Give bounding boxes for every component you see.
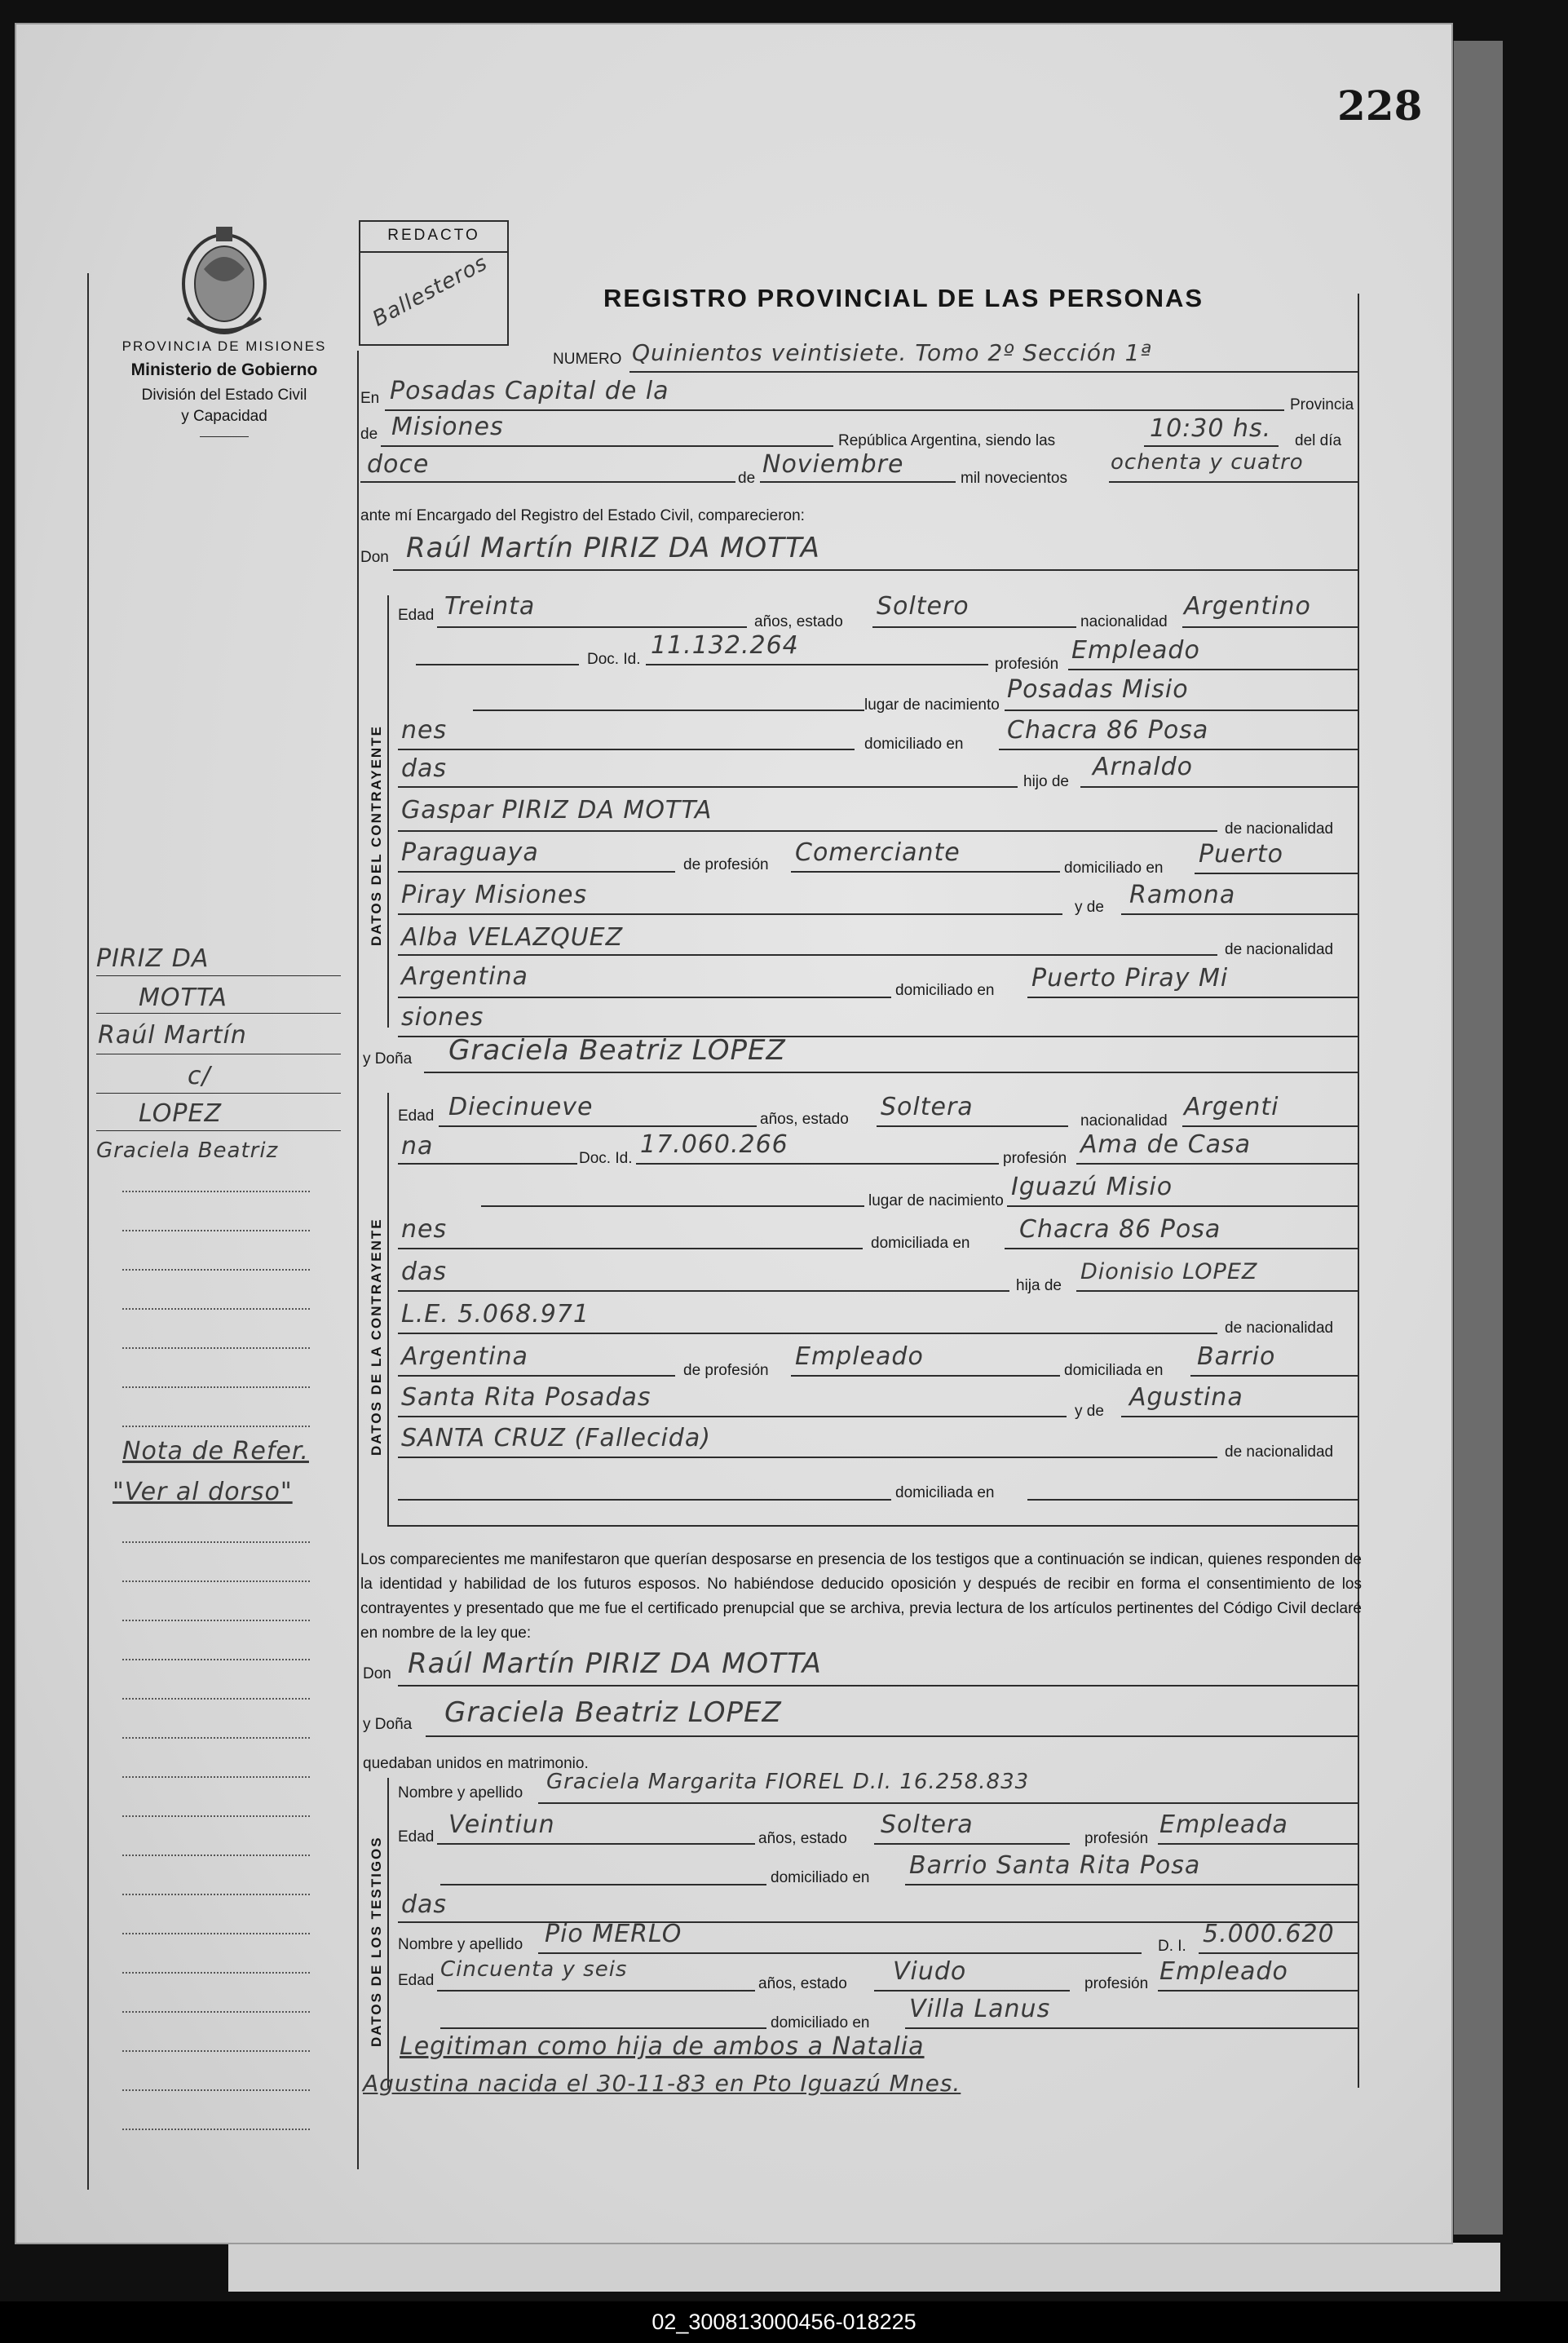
margin-dotline xyxy=(122,2011,310,2013)
scan-caption: 02_300813000456-018225 xyxy=(0,2301,1568,2343)
f-padre-nac-line xyxy=(398,1375,675,1377)
c-nac-label: nacionalidad xyxy=(1080,613,1168,630)
margin-name-2: Graciela Beatriz xyxy=(96,1138,279,1163)
redacto-stamp xyxy=(359,220,509,346)
f-padre-prof-line xyxy=(791,1375,1060,1377)
c-madre2-line xyxy=(398,954,1217,956)
republica-label: República Argentina, siendo las xyxy=(838,432,1056,449)
del-dia-label: del día xyxy=(1295,432,1342,449)
c-doc-value: 11.132.264 xyxy=(651,631,799,660)
t2-dom-label: domiciliado en xyxy=(771,2014,870,2031)
f-madre-dom-line xyxy=(1027,1499,1358,1501)
t2-nombre-value: Pio MERLO xyxy=(545,1920,682,1948)
t1-estado-line xyxy=(874,1843,1070,1845)
t2-di-label: D. I. xyxy=(1158,1938,1186,1955)
header-division: División del Estado Civil xyxy=(141,387,307,404)
de-label: de xyxy=(360,426,378,443)
t1-dom-label: domiciliado en xyxy=(771,1869,870,1886)
contrayente-section-title: DATOS DEL CONTRAYENTE xyxy=(369,725,384,946)
c-padre-dom2-line xyxy=(398,913,1062,915)
contrayenta-frame-bottom xyxy=(387,1525,1358,1527)
f-doc-value: 17.060.266 xyxy=(640,1130,788,1159)
f-edad-line xyxy=(439,1125,757,1127)
f-lugar-value: Iguazú Misio xyxy=(1011,1173,1173,1201)
anio-value: ochenta y cuatro xyxy=(1111,450,1304,475)
t1-edad-label: Edad xyxy=(398,1828,435,1846)
t1-dom-value: Barrio Santa Rita Posa xyxy=(909,1851,1201,1880)
contrayenta-frame-right xyxy=(1358,1093,1359,1525)
c-madre-dom-line xyxy=(1027,997,1358,998)
c-edad-label: Edad xyxy=(398,607,435,624)
decl-dona-label: y Doña xyxy=(363,1716,413,1733)
margin-dotline xyxy=(122,1541,310,1543)
margin-dotline xyxy=(122,2050,310,2052)
f-padre-dom-value: Barrio xyxy=(1197,1342,1276,1371)
t2-dom-line xyxy=(905,2027,1358,2029)
margin-dotline xyxy=(122,1972,310,1974)
dona-line xyxy=(424,1072,1358,1073)
c-lugar2-value: nes xyxy=(401,716,448,745)
t2-edad-label: Edad xyxy=(398,1972,435,1989)
t1-nombre-line xyxy=(538,1802,1358,1804)
margin-dotline xyxy=(122,1386,310,1388)
en-label: En xyxy=(360,390,380,407)
don-line xyxy=(393,569,1358,571)
f-lugar-pre-line xyxy=(481,1205,864,1207)
f-madre-nac-label: de nacionalidad xyxy=(1225,1443,1334,1461)
c-doc-line xyxy=(646,664,988,665)
margin-dotline xyxy=(122,1737,310,1739)
hora-value: 10:30 hs. xyxy=(1150,414,1272,443)
c-prof-value: Empleado xyxy=(1071,636,1200,665)
stamp-divider xyxy=(360,251,507,253)
margin-dotline xyxy=(122,1308,310,1310)
t1-dom2-value: das xyxy=(401,1890,448,1919)
f-padre-value: Dionisio LOPEZ xyxy=(1080,1259,1258,1284)
c-dom-line xyxy=(999,749,1358,750)
hora-line xyxy=(1144,445,1279,447)
declaration-text: Los comparecientes me manifestaron que querían desposarse en presencia de los testigos que a continuación se indican, quienes responden de la identidad y habilidad de los futuros esposos. No habiéndose deducido oposición y después de recibir en forma el consentimiento de los contrayentes y presentado que me fue el certificado prenupcial que se archiva, previa lectura de los artículos pertinentes del Código Civil declaré en nombre de la ley que: xyxy=(360,1551,1362,1642)
de-value: Misiones xyxy=(391,413,504,441)
stamp-title: REDACTO xyxy=(387,227,480,244)
c-lugar2-line xyxy=(398,749,855,750)
provincia-label: Provincia xyxy=(1290,396,1354,413)
t2-estado-value: Viudo xyxy=(893,1957,967,1986)
t1-edad-value: Veintiun xyxy=(448,1810,555,1839)
margin-note-ref: Nota de Refer. xyxy=(122,1437,309,1465)
mes-value: Noviembre xyxy=(762,450,904,479)
dona-value: Graciela Beatriz LOPEZ xyxy=(448,1034,786,1067)
form-left-line xyxy=(357,351,359,2169)
c-madre-dom-label: domiciliado en xyxy=(895,982,995,999)
c-padre-nac-label: de nacionalidad xyxy=(1225,820,1334,838)
c-madre2-value: Alba VELAZQUEZ xyxy=(401,923,624,952)
f-edad-value: Diecinueve xyxy=(448,1093,594,1121)
t2-edad-line xyxy=(437,1990,755,1992)
c-nac-value: Argentino xyxy=(1184,592,1311,621)
t1-estado-value: Soltera xyxy=(881,1810,974,1839)
margin-dotline xyxy=(122,1698,310,1700)
c-padre-dom-value: Puerto xyxy=(1199,840,1284,869)
t1-dom-line xyxy=(905,1884,1358,1885)
anio-line xyxy=(1109,481,1358,483)
decl-don-value: Raúl Martín PIRIZ DA MOTTA xyxy=(408,1647,822,1680)
decl-dona-value: Graciela Beatriz LOPEZ xyxy=(444,1696,782,1729)
f-hija-label: hija de xyxy=(1016,1277,1062,1294)
f-estado-label: años, estado xyxy=(760,1111,849,1128)
c-padre-value: Arnaldo xyxy=(1093,753,1193,781)
t2-prof-value: Empleado xyxy=(1159,1957,1288,1986)
f-padre-prof-value: Empleado xyxy=(795,1342,924,1371)
coat-of-arms-emblem xyxy=(171,220,277,343)
c-dom2-value: das xyxy=(401,754,448,783)
t2-estado-line xyxy=(874,1990,1070,1992)
header-underline xyxy=(200,436,249,437)
header-province: PROVINCIA DE MISIONES xyxy=(121,338,327,354)
margin-dotline xyxy=(122,1230,310,1231)
t2-di-value: 5.000.620 xyxy=(1203,1920,1335,1948)
de-line xyxy=(381,445,833,447)
f-edad-label: Edad xyxy=(398,1107,435,1125)
c-madre-line xyxy=(1121,913,1358,915)
t1-prof-value: Empleada xyxy=(1159,1810,1288,1839)
legitimation-note-1: Legitiman como hija de ambos a Natalia xyxy=(400,2032,925,2061)
margin-line-4 xyxy=(96,1093,341,1094)
c-padre-dom-line xyxy=(1195,873,1358,874)
book-edge xyxy=(1451,41,1503,2235)
dia-line xyxy=(360,481,735,483)
margin-dotline xyxy=(122,1894,310,1895)
f-nac-label: nacionalidad xyxy=(1080,1112,1168,1130)
page-number: 228 xyxy=(1337,82,1423,130)
book-bottom xyxy=(228,2243,1500,2292)
c-padre2-line xyxy=(398,830,1217,832)
t2-dom-pre-line xyxy=(440,2027,766,2029)
margin-dotline xyxy=(122,1776,310,1778)
margin-dotline xyxy=(122,1620,310,1621)
margin-name-1: Raúl Martín xyxy=(98,1021,247,1050)
f-estado-line xyxy=(877,1125,1068,1127)
margin-dotline xyxy=(122,1659,310,1660)
t1-prof-label: profesión xyxy=(1084,1830,1149,1847)
f-lugar-line xyxy=(1007,1205,1358,1207)
margin-dotline xyxy=(122,2129,310,2130)
f-prof-value: Ama de Casa xyxy=(1080,1130,1252,1159)
c-lugar-pre-line xyxy=(473,710,864,711)
t2-edad-value: Cincuenta y seis xyxy=(440,1957,628,1982)
contrayenta-frame-left xyxy=(387,1093,389,1525)
c-doc-pre-line xyxy=(416,664,579,665)
f-y-de-label: y de xyxy=(1075,1403,1104,1420)
margin-line-1 xyxy=(96,975,341,976)
f-padre-dom2-value: Santa Rita Posadas xyxy=(401,1383,651,1412)
document-title: REGISTRO PROVINCIAL DE LAS PERSONAS xyxy=(603,284,1204,312)
c-lugar-line xyxy=(1005,710,1358,711)
en-value: Posadas Capital de la xyxy=(390,377,669,405)
c-y-de-label: y de xyxy=(1075,899,1104,916)
contrayenta-section-title: DATOS DE LA CONTRAYENTE xyxy=(369,1218,384,1456)
margin-dotline xyxy=(122,1269,310,1271)
c-padre2-value: Gaspar PIRIZ DA MOTTA xyxy=(401,796,713,824)
numero-label: NUMERO xyxy=(553,351,622,368)
f-nac2-line xyxy=(398,1163,577,1165)
c-prof-line xyxy=(1068,669,1358,670)
margin-line-5 xyxy=(96,1130,341,1131)
c-nac-line xyxy=(1182,626,1358,628)
c-padre-dom2-value: Piray Misiones xyxy=(401,881,588,909)
left-margin-line xyxy=(87,273,89,2190)
t1-edad-line xyxy=(437,1843,755,1845)
f-dom-value: Chacra 86 Posa xyxy=(1019,1215,1221,1244)
novecientos-label: mil novecientos xyxy=(961,470,1067,487)
legitimation-note-2: Agustina nacida el 30-11-83 en Pto Iguazú Mnes. xyxy=(363,2070,961,2097)
de-mes-label: de xyxy=(738,470,756,487)
c-padre-line xyxy=(1080,786,1358,788)
c-madre-nac-line xyxy=(398,997,891,998)
t2-prof-line xyxy=(1158,1990,1358,1992)
c-madre-value: Ramona xyxy=(1129,881,1236,909)
c-dom-label: domiciliado en xyxy=(864,736,964,753)
t1-nombre-label: Nombre y apellido xyxy=(398,1784,523,1801)
c-madre-nac-value: Argentina xyxy=(401,962,528,991)
t2-estado-label: años, estado xyxy=(758,1975,847,1992)
f-lugar2-value: nes xyxy=(401,1215,448,1244)
c-dom2-line xyxy=(398,786,1018,788)
t1-prof-line xyxy=(1158,1843,1358,1845)
en-line xyxy=(385,409,1284,411)
c-padre-prof-label: de profesión xyxy=(683,856,769,873)
f-madre2-value: SANTA CRUZ (Fallecida) xyxy=(401,1424,711,1452)
f-prof-label: profesión xyxy=(1003,1150,1067,1167)
mes-line xyxy=(760,481,956,483)
f-madre-value: Agustina xyxy=(1129,1383,1243,1412)
f-dom-line xyxy=(1005,1248,1358,1249)
f-padre-dom-label: domiciliada en xyxy=(1064,1362,1164,1379)
f-lugar-label: lugar de nacimiento xyxy=(868,1192,1004,1209)
f-padre-prof-label: de profesión xyxy=(683,1362,769,1379)
header-ministry: Ministerio de Gobierno xyxy=(130,360,318,379)
f-padre-nac-label: de nacionalidad xyxy=(1225,1320,1334,1337)
c-padre-prof-line xyxy=(791,871,1060,873)
t1-estado-label: años, estado xyxy=(758,1830,847,1847)
dia-value: doce xyxy=(367,450,430,479)
f-dom-label: domiciliada en xyxy=(871,1235,970,1252)
c-hijo-label: hijo de xyxy=(1023,773,1069,790)
c-edad-line xyxy=(437,626,747,628)
t1-nombre-value: Graciela Margarita FIOREL D.I. 16.258.833 xyxy=(546,1770,1030,1794)
ante-label: ante mí Encargado del Registro del Estado Civil, comparecieron: xyxy=(360,507,805,524)
f-madre2-line xyxy=(398,1457,1217,1458)
dona-label: y Doña xyxy=(363,1050,413,1068)
margin-surname-3: LOPEZ xyxy=(139,1099,223,1128)
t2-prof-label: profesión xyxy=(1084,1975,1149,1992)
don-label: Don xyxy=(360,549,389,566)
header-division-2: y Capacidad xyxy=(181,408,267,425)
c-madre-dom-value: Puerto Piray Mi xyxy=(1031,964,1229,992)
f-dom2-value: das xyxy=(401,1258,448,1286)
c-dom-value: Chacra 86 Posa xyxy=(1007,716,1209,745)
f-nac-value: Argenti xyxy=(1184,1093,1279,1121)
margin-con: c/ xyxy=(188,1062,211,1090)
f-madre-line xyxy=(1121,1416,1358,1417)
f-nac2-value: na xyxy=(401,1132,434,1160)
c-lugar-label: lugar de nacimiento xyxy=(864,696,1000,714)
c-estado-value: Soltero xyxy=(877,592,970,621)
f-prof-line xyxy=(1076,1163,1358,1165)
f-nac-line xyxy=(1182,1125,1358,1127)
c-padre-nac-value: Paraguaya xyxy=(401,838,539,867)
margin-dotline xyxy=(122,1347,310,1349)
c-madre-dom2-value: siones xyxy=(401,1003,484,1032)
c-edad-value: Treinta xyxy=(444,592,536,621)
decl-don-line xyxy=(398,1685,1358,1687)
margin-dotline xyxy=(122,1815,310,1817)
don-value: Raúl Martín PIRIZ DA MOTTA xyxy=(406,532,820,564)
t2-nombre-line xyxy=(538,1952,1142,1954)
t2-dom-value: Villa Lanus xyxy=(909,1995,1051,2023)
numero-line xyxy=(629,371,1358,373)
quedaban-text: quedaban unidos en matrimonio. xyxy=(363,1755,589,1772)
contrayente-frame-left xyxy=(387,595,389,1028)
c-lugar-value: Posadas Misio xyxy=(1007,675,1189,704)
testigos-frame-left xyxy=(387,1778,389,2088)
margin-dotline xyxy=(122,1580,310,1582)
decl-dona-line xyxy=(426,1735,1358,1737)
f-lugar2-line xyxy=(398,1248,863,1249)
f-padre2-value: L.E. 5.068.971 xyxy=(401,1300,590,1328)
f-doc-label: Doc. Id. xyxy=(579,1150,633,1167)
margin-dotline xyxy=(122,1426,310,1427)
margin-note-dorso: "Ver al dorso" xyxy=(113,1478,293,1506)
margin-surname-2: MOTTA xyxy=(139,984,227,1012)
stamp-signature: Ballesteros xyxy=(369,250,492,332)
decl-don-label: Don xyxy=(363,1665,391,1682)
f-doc-line xyxy=(636,1163,999,1165)
margin-line-2 xyxy=(96,1013,341,1014)
c-padre-prof-value: Comerciante xyxy=(795,838,961,867)
c-doc-label: Doc. Id. xyxy=(587,651,641,668)
margin-dotline xyxy=(122,1191,310,1192)
margin-dotline xyxy=(122,1855,310,1856)
f-madre-dom-label: domiciliada en xyxy=(895,1484,995,1501)
f-dom2-line xyxy=(398,1290,1009,1292)
c-estado-line xyxy=(872,626,1076,628)
testigos-section-title: DATOS DE LOS TESTIGOS xyxy=(369,1836,384,2047)
c-prof-label: profesión xyxy=(995,656,1059,673)
f-padre-line xyxy=(1076,1290,1358,1292)
f-padre2-line xyxy=(398,1333,1217,1334)
f-estado-value: Soltera xyxy=(881,1093,974,1121)
f-padre-dom-line xyxy=(1190,1375,1358,1377)
c-madre-nac-label: de nacionalidad xyxy=(1225,941,1334,958)
f-madre-nac-line xyxy=(398,1499,891,1501)
numero-value: Quinientos veintisiete. Tomo 2º Sección 1ª xyxy=(632,339,1152,366)
t2-di-line xyxy=(1199,1952,1358,1954)
f-padre-nac-value: Argentina xyxy=(401,1342,528,1371)
margin-dotline xyxy=(122,1933,310,1934)
c-padre-nac-line xyxy=(398,871,675,873)
c-estado-label: años, estado xyxy=(754,613,843,630)
t2-nombre-label: Nombre y apellido xyxy=(398,1936,523,1953)
c-padre-dom-label: domiciliado en xyxy=(1064,860,1164,877)
margin-dotline xyxy=(122,2089,310,2091)
f-padre-dom2-line xyxy=(398,1416,1067,1417)
register-page xyxy=(16,24,1451,2243)
t1-dom-pre-line xyxy=(440,1884,766,1885)
margin-surname-1: PIRIZ DA xyxy=(96,944,210,973)
